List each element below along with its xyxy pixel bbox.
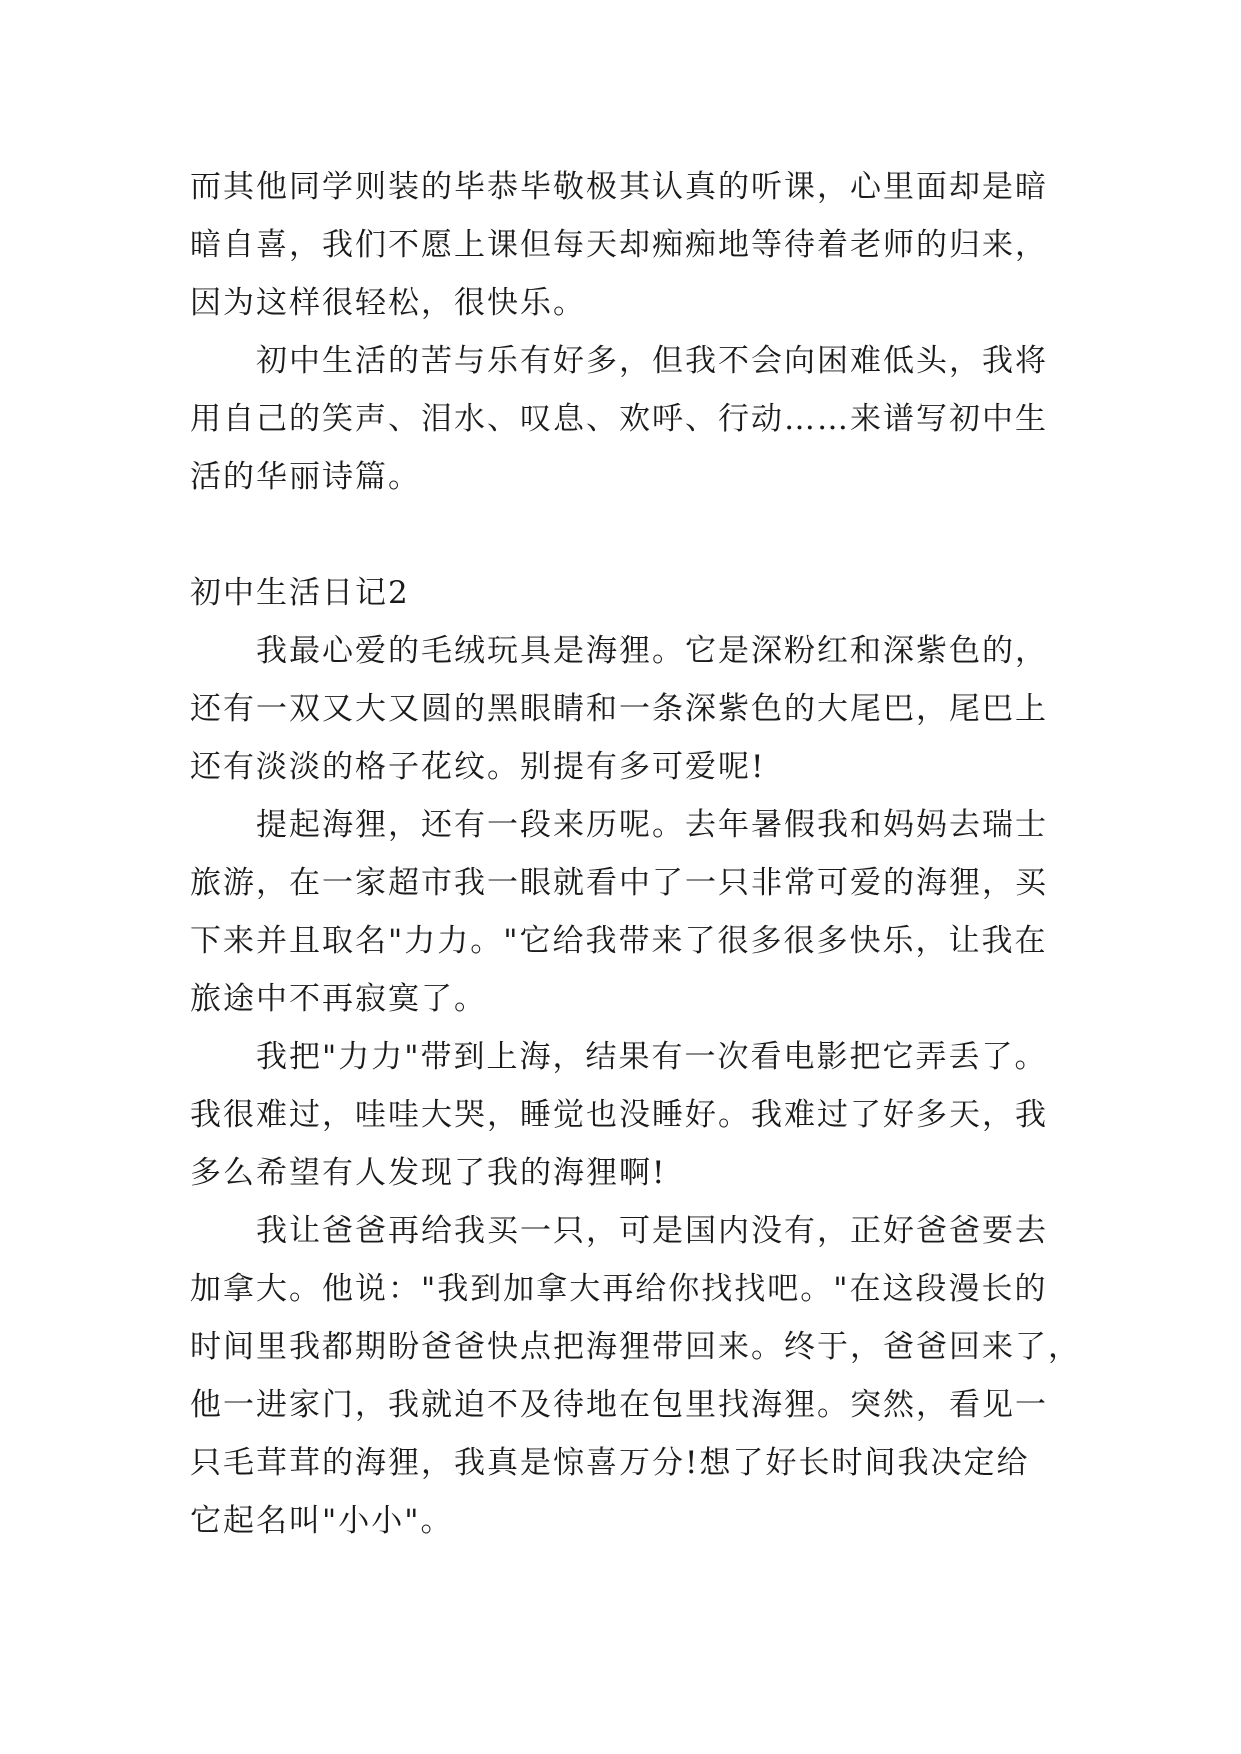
text-line: 而其他同学则装的毕恭毕敬极其认真的听课，心里面却是暗 [190,169,1048,205]
paragraph-intro-1 [190,158,1060,332]
text-line: 他一进家门，我就迫不及待地在包里找海狸。突然，看见一 [190,1387,1048,1423]
text-line: 我很难过，哇哇大哭，睡觉也没睡好。我难过了好多天，我 [190,1097,1048,1133]
paragraph-gap [190,506,1060,564]
document-body [190,158,1081,1550]
text-line: 我让爸爸再给我买一只，可是国内没有，正好爸爸要去 [256,1213,1048,1249]
text-line: 用自己的笑声、泪水、叹息、欢呼、行动……来谱写初中生 [190,401,1048,437]
paragraph-intro-2 [190,332,1060,506]
text-line: 它起名叫"小小"。 [190,1503,454,1539]
text-line: 加拿大。他说："我到加拿大再给你找找吧。"在这段漫长的 [190,1271,1048,1307]
text-line: 初中生活的苦与乐有好多，但我不会向困难低头，我将 [256,343,1048,379]
paragraph-section2-4 [190,1202,1081,1550]
text-line: 下来并且取名"力力。"它给我带来了很多很多快乐，让我在 [190,923,1048,959]
paragraph-section2-1 [190,622,1060,796]
text-line: 时间里我都期盼爸爸快点把海狸带回来。终于，爸爸回来了， [190,1329,1081,1365]
text-line: 提起海狸，还有一段来历呢。去年暑假我和妈妈去瑞士 [256,807,1048,843]
text-line: 旅游，在一家超市我一眼就看中了一只非常可爱的海狸，买 [190,865,1048,901]
paragraph-section2-3 [190,1028,1060,1202]
section-heading: 初中生活日记2 [190,575,410,611]
text-line: 暗自喜，我们不愿上课但每天却痴痴地等待着老师的归来， [190,227,1048,263]
text-line: 还有淡淡的格子花纹。别提有多可爱呢! [190,749,766,785]
paragraph-section2-2 [190,796,1060,1028]
text-line: 因为这样很轻松，很快乐。 [190,285,586,321]
text-line: 我把"力力"带到上海，结果有一次看电影把它弄丢了。 [256,1039,1048,1075]
text-line: 还有一双又大又圆的黑眼睛和一条深紫色的大尾巴，尾巴上 [190,691,1048,727]
text-line: 旅途中不再寂寞了。 [190,981,487,1017]
text-line: 我最心爱的毛绒玩具是海狸。它是深粉红和深紫色的， [256,633,1048,669]
text-line: 活的华丽诗篇。 [190,459,421,495]
text-line: 只毛茸茸的海狸，我真是惊喜万分!想了好长时间我决定给 [190,1445,1030,1481]
text-line: 多么希望有人发现了我的海狸啊! [190,1155,667,1191]
